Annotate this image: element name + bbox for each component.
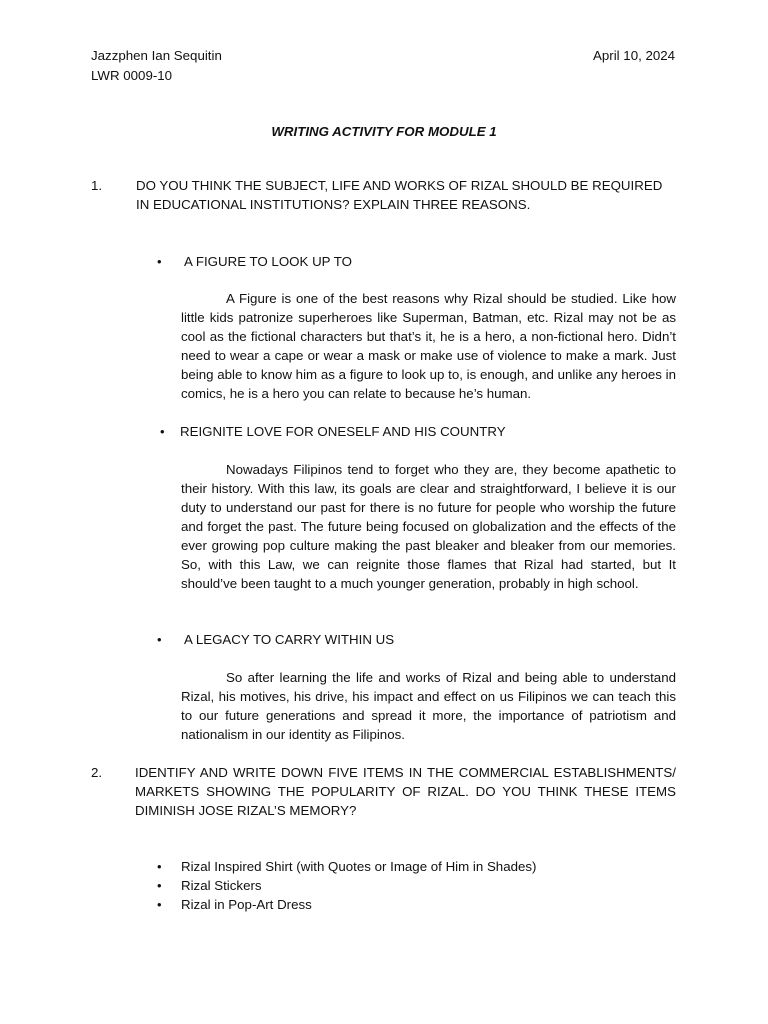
document-date: April 10, 2024 xyxy=(593,48,676,63)
list-item-text: Rizal Stickers xyxy=(181,878,262,893)
question-text: IDENTIFY AND WRITE DOWN FIVE ITEMS IN THE COMMERCIAL ESTABLISHMENTS/ MARKETS SHOWING THE POPULARITY OF RIZAL. DO YOU THINK THESE ITEMS DIMINISH JOSE RIZAL’S MEMORY? xyxy=(135,765,676,818)
reason-heading: REIGNITE LOVE FOR ONESELF AND HIS COUNTRY xyxy=(180,424,506,439)
reason-body-text: A Figure is one of the best reasons why Rizal should be studied. Like how little kids patronize superheroes like Superman, Batman, etc. Rizal may not be as cool as the fictional characters but that’s it, he is a hero, a non-fictional hero. Didn’t need to wear a cape or wear a mask or make use of violence to make a mark. Just being able to know him as a figure to look up to, is enough, and unlike any heroes in comics, he is a hero you can relate to because he’s human. xyxy=(181,291,676,401)
bullet-icon: • xyxy=(157,878,162,893)
reason-body xyxy=(181,460,676,593)
list-item-text: Rizal in Pop-Art Dress xyxy=(181,897,312,912)
reason-body xyxy=(181,668,676,744)
bullet-icon: • xyxy=(157,254,162,269)
list-item xyxy=(157,895,536,914)
bullet-icon: • xyxy=(157,897,162,912)
list-item xyxy=(157,876,536,895)
bullet-icon: • xyxy=(157,859,162,874)
bullet-icon: • xyxy=(160,424,165,439)
list-item xyxy=(157,857,536,876)
list-item-text: Rizal Inspired Shirt (with Quotes or Image of Him in Shades) xyxy=(181,859,537,874)
bullet-icon: • xyxy=(157,632,162,647)
question-number: 1. xyxy=(91,178,103,193)
reason-heading: A FIGURE TO LOOK UP TO xyxy=(184,254,352,269)
author-name: Jazzphen Ian Sequitin xyxy=(91,48,222,63)
page-title: WRITING ACTIVITY FOR MODULE 1 xyxy=(271,124,497,139)
reason-body xyxy=(181,289,676,403)
reason-body-text: So after learning the life and works of Rizal and being able to understand Rizal, his motives, his drive, his impact and effect on us Filipinos we can teach this to our future generations and spread it more, the importance of patriotism and nationalism in our identity as Filipinos. xyxy=(181,670,676,742)
question-number: 2. xyxy=(91,765,103,780)
reason-heading: A LEGACY TO CARRY WITHIN US xyxy=(184,632,395,647)
reason-body-text: Nowadays Filipinos tend to forget who they are, they become apathetic to their history. With this law, its goals are clear and straightforward, I believe it is our duty to understand our past for there is no future for people who worship the future and forget the past. The future being focused on globalization and the effects of the ever growing pop culture making the past bleaker and bleaker from our memories. So, with this Law, we can reignite those flames that Rizal had started, but It should’ve been taught to a much younger generation, probably in high school. xyxy=(181,462,676,591)
course-code: LWR 0009-10 xyxy=(91,68,173,83)
question-text: DO YOU THINK THE SUBJECT, LIFE AND WORKS OF RIZAL SHOULD BE REQUIRED IN EDUCATIONAL INSTITUTIONS? EXPLAIN THREE REASONS. xyxy=(136,178,663,212)
item-list xyxy=(157,857,536,914)
